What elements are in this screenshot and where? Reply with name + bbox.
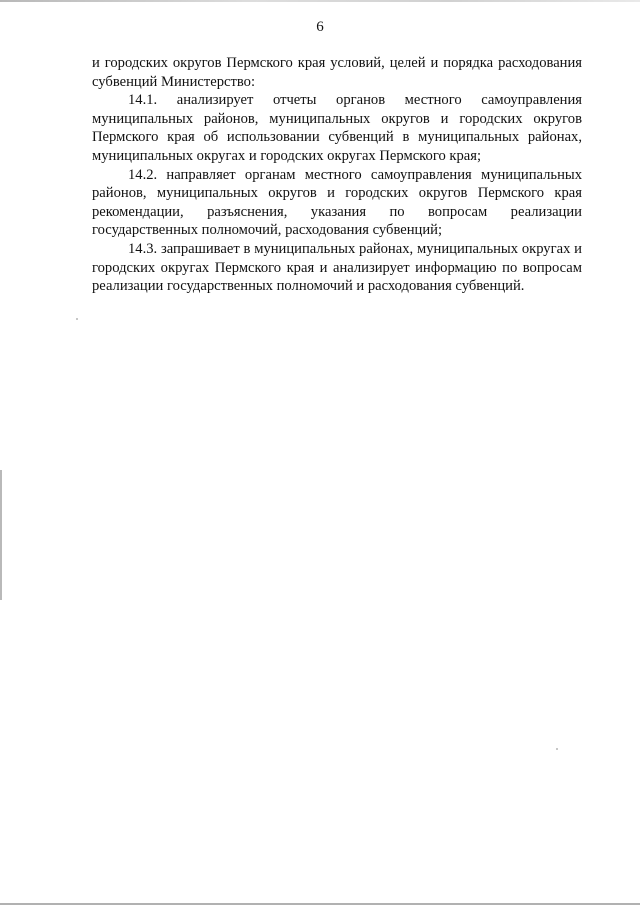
paragraph-14-3: 14.3. запрашивает в муниципальных районах, муниципальных округах и городских округах Пермского края и анализирует информацию по вопросам реализации государственных полномочий и расходования субвенций. bbox=[92, 240, 582, 295]
document-body bbox=[92, 54, 582, 296]
paragraph-14-1: 14.1. анализирует отчеты органов местного самоуправления муниципальных районов, муниципальных округов и городских округов Пермского края об использовании субвенций в муниципальных районах, муниципальных округах и городских округах Пермского края; bbox=[92, 92, 582, 164]
scan-fleck bbox=[76, 318, 78, 320]
page-number: 6 bbox=[316, 19, 324, 35]
scan-edge-top bbox=[0, 0, 640, 2]
paragraph-14-2: 14.2. направляет органам местного самоуправления муниципальных районов, муниципальных округов и городских округов Пермского края рекомендации, разъяснения, указания по вопросам реализации государственных полномочий, расходования субвенций; bbox=[92, 166, 582, 239]
scan-fleck bbox=[556, 748, 558, 750]
scan-edge-left bbox=[0, 470, 2, 600]
paragraph-continuation: и городских округов Пермского края условий, целей и порядка расходования субвенций Министерство: bbox=[92, 55, 582, 90]
